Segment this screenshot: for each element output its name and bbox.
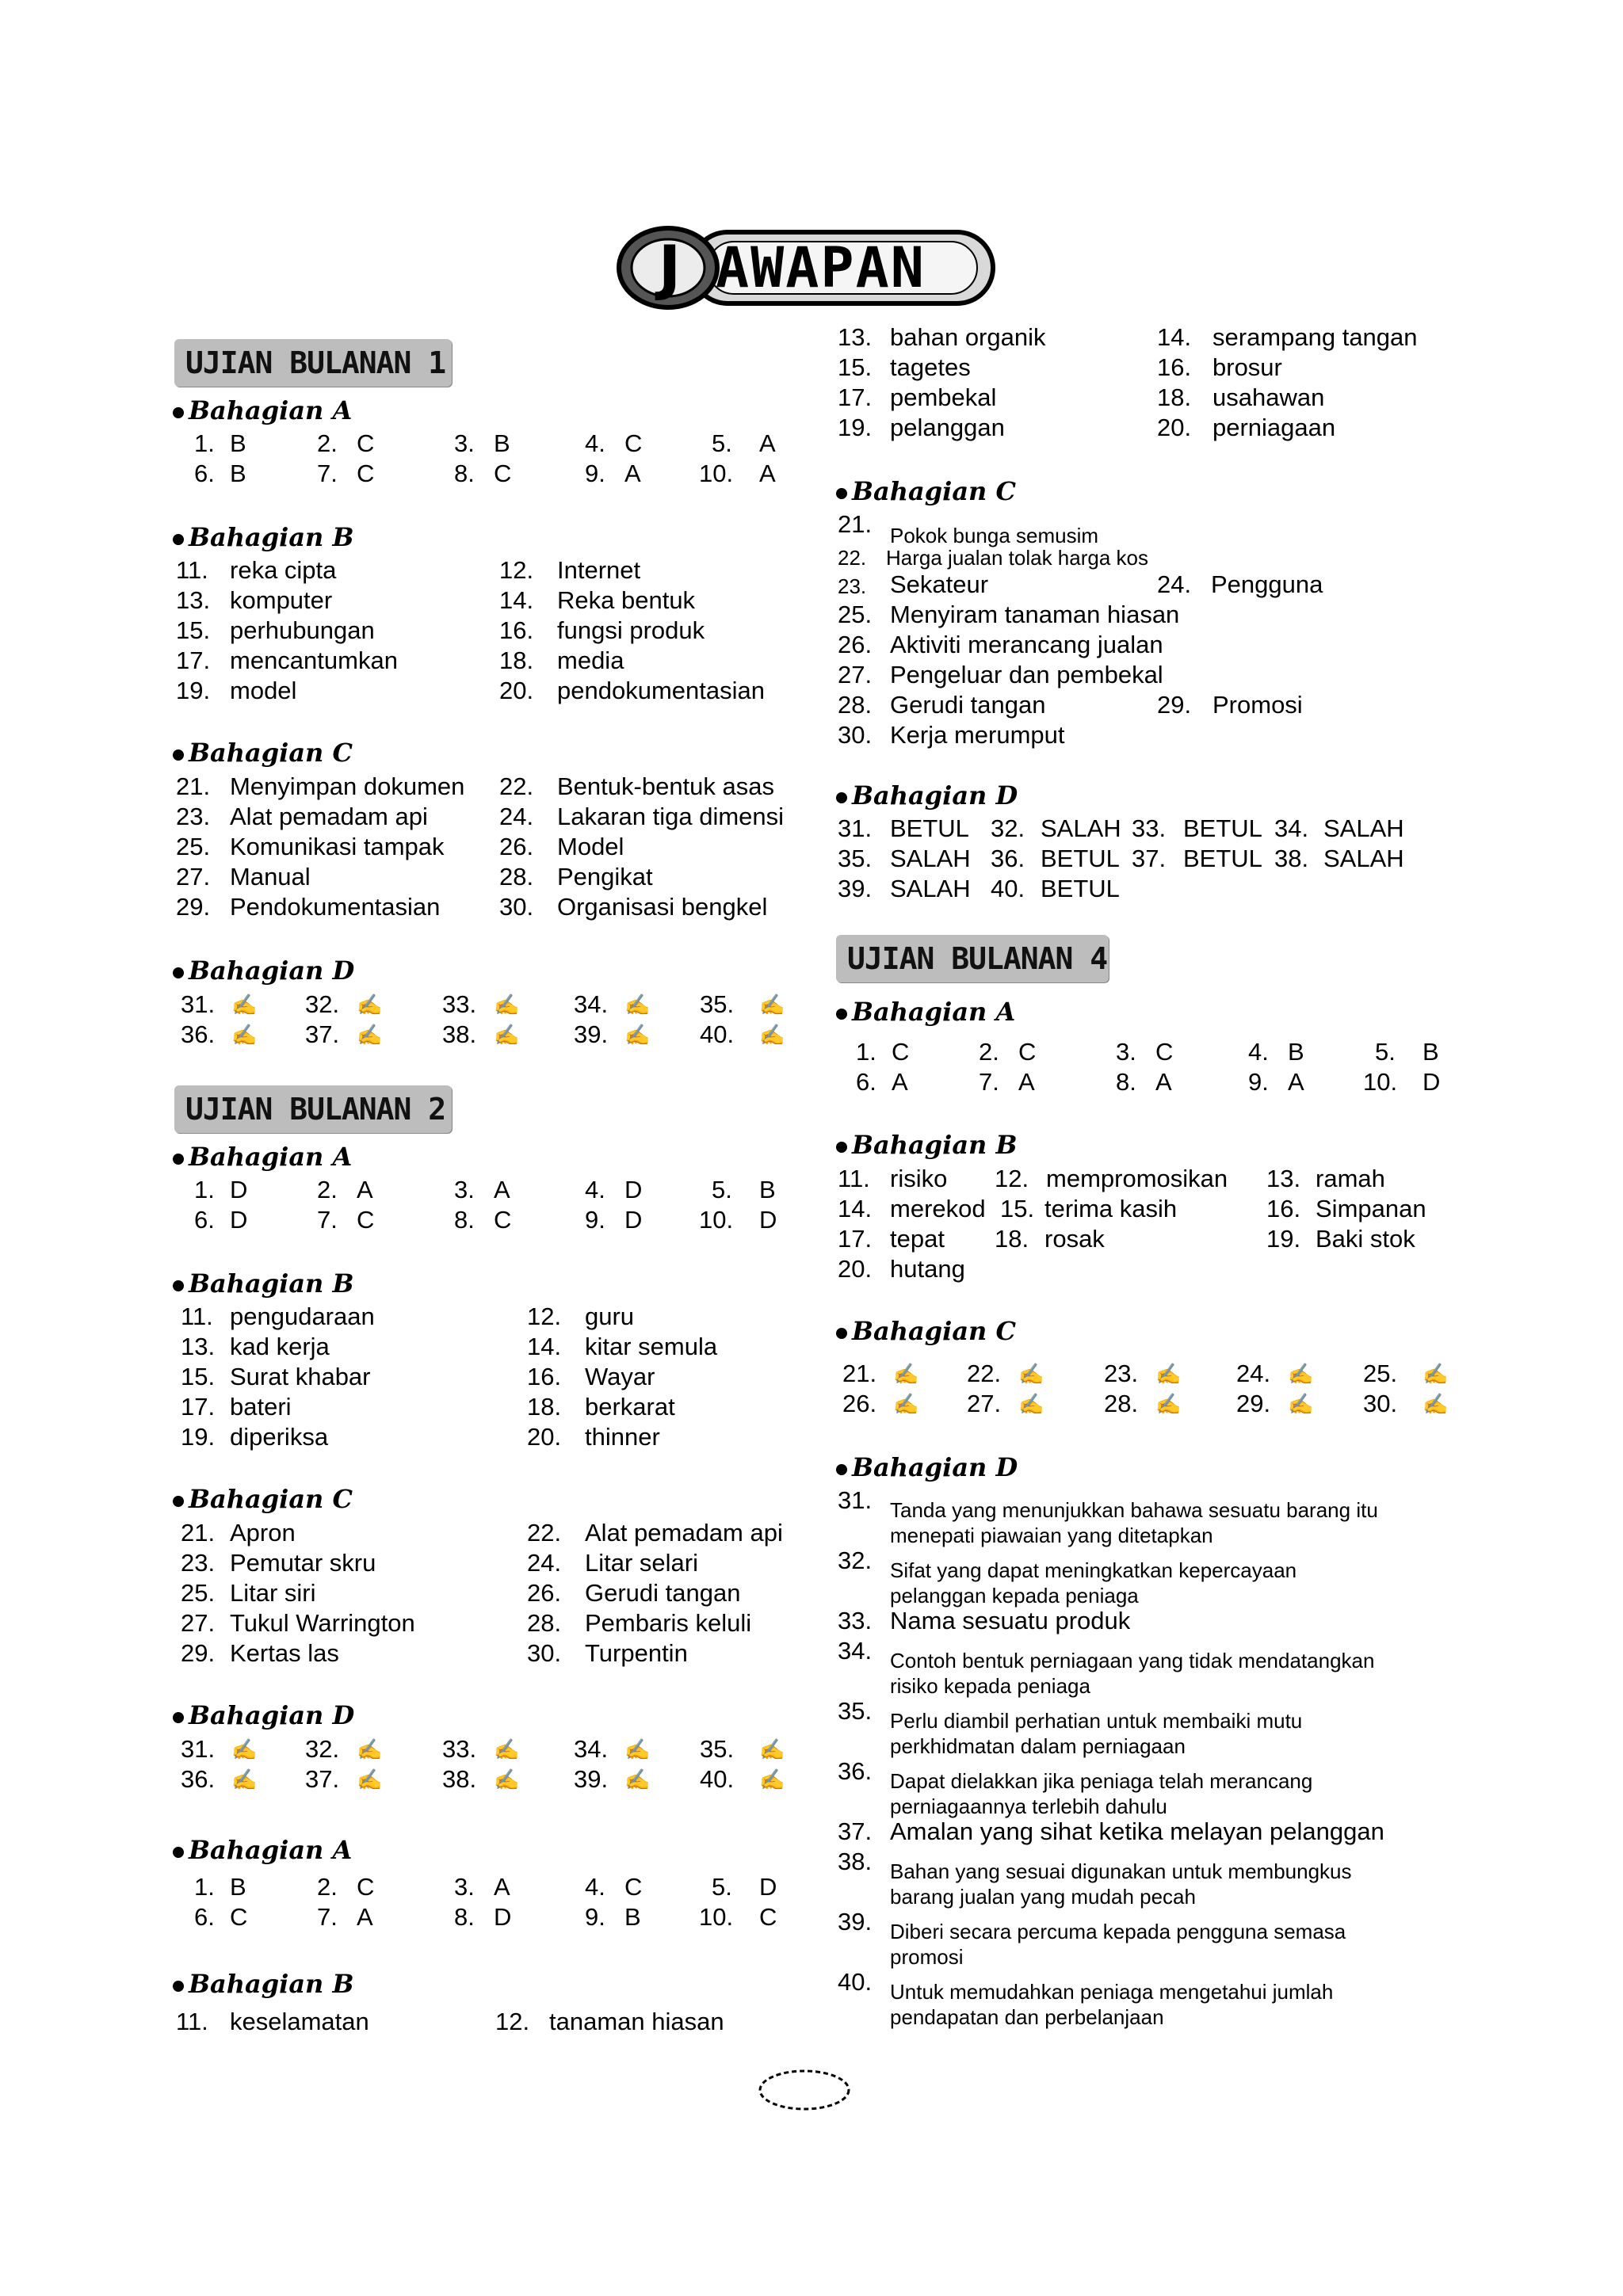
answer-row: 23. Sekateur 24. Pengguna bbox=[838, 570, 1323, 598]
pen-icon: ✍ bbox=[624, 1023, 651, 1047]
answer-row: 13. kad kerja 14. kitar semula bbox=[181, 1333, 718, 1360]
answer-row: 13. komputer 14. Reka bentuk bbox=[176, 586, 696, 614]
bahagian-heading: Bahagian C bbox=[173, 737, 353, 769]
answer-row: 13. bahan organik 14. serampang tangan bbox=[838, 323, 1418, 351]
bahagian-heading: Bahagian A bbox=[173, 395, 352, 426]
pen-icon: ✍ bbox=[1288, 1392, 1314, 1416]
answer-row: 30. Kerja merumput bbox=[838, 721, 1065, 749]
bullet-icon bbox=[834, 1326, 849, 1341]
answer-row: 29. Pendokumentasian 30. Organisasi bengkel bbox=[176, 893, 768, 921]
bahagian-heading: Bahagian A bbox=[173, 1834, 352, 1866]
pen-icon: ✍ bbox=[624, 1768, 651, 1791]
answer-row: 21. Menyimpan dokumen 22. Bentuk-bentuk asas bbox=[176, 772, 775, 800]
answer-row: 15. tagetes 16. brosur bbox=[838, 353, 1282, 381]
page-number-oval bbox=[757, 2068, 852, 2112]
bullet-icon bbox=[834, 1463, 849, 1477]
answer-row: 39. SALAH 40. BETUL bbox=[838, 875, 1120, 902]
page-title-logo bbox=[613, 224, 1001, 311]
pen-icon: ✍ bbox=[893, 1392, 919, 1416]
bahagian-heading: Bahagian D bbox=[836, 780, 1018, 811]
oval-icon bbox=[757, 2068, 852, 2112]
answer-row: 25. Litar siri 26. Gerudi tangan bbox=[181, 1579, 741, 1607]
pen-icon: ✍ bbox=[1423, 1362, 1449, 1386]
answer-row: 26. Aktiviti merancang jualan bbox=[838, 631, 1163, 658]
pen-icon: ✍ bbox=[624, 1737, 651, 1761]
pen-icon: ✍ bbox=[357, 1768, 383, 1791]
answer-row: 21. Pokok bunga semusim bbox=[838, 510, 1099, 547]
bahagian-heading: Bahagian C bbox=[836, 475, 1016, 507]
bullet-icon bbox=[834, 1140, 849, 1154]
pen-icon: ✍ bbox=[231, 1737, 258, 1761]
bullet-icon bbox=[171, 1845, 185, 1859]
answer-row: 17. mencantumkan 18. media bbox=[176, 646, 624, 674]
answer-row: 22. Harga jualan tolak harga kos bbox=[838, 546, 1148, 570]
bullet-icon bbox=[834, 486, 849, 501]
answer-row: 11. pengudaraan 12. guru bbox=[181, 1302, 635, 1330]
pen-icon: ✍ bbox=[231, 993, 258, 1016]
pen-icon: ✍ bbox=[357, 1737, 383, 1761]
bullet-icon bbox=[171, 1494, 185, 1508]
answer-row: 15. Surat khabar 16. Wayar bbox=[181, 1363, 655, 1390]
answer-row: 21. ✍ 22. ✍ 23. ✍ 24. ✍ 25. ✍ bbox=[0, 1358, 1623, 1390]
pen-icon: ✍ bbox=[494, 993, 520, 1016]
bullet-icon bbox=[171, 1711, 185, 1725]
answer-row: 27. Tukul Warrington 28. Pembaris keluli bbox=[181, 1609, 752, 1637]
answer-row: 6. C 7. A 8. D 9. B 10. C bbox=[194, 1903, 777, 1931]
answer-row: 23. Pemutar skru 24. Litar selari bbox=[181, 1549, 698, 1577]
answer-row: 1. B 2. C 3. A 4. C 5. D bbox=[194, 1873, 777, 1901]
pen-icon: ✍ bbox=[494, 1737, 520, 1761]
section-banner-ujian-bulanan-1: UJIAN BULANAN 1 bbox=[174, 339, 452, 387]
answer-row: 25. Menyiram tanaman hiasan bbox=[838, 601, 1180, 628]
answer-row: 11. keselamatan 12. tanaman hiasan bbox=[176, 2008, 724, 2035]
pen-icon: ✍ bbox=[759, 993, 785, 1016]
answer-row: 31. BETUL 32. SALAH 33. BETUL 34. SALAH bbox=[838, 814, 1404, 842]
answer-row: 17. pembekal 18. usahawan bbox=[838, 383, 1325, 411]
bullet-icon bbox=[171, 1979, 185, 1993]
answer-row: 20. hutang bbox=[838, 1255, 965, 1283]
pen-icon: ✍ bbox=[893, 1362, 919, 1386]
answer-row: 6. A 7. A 8. A 9. A 10. D bbox=[856, 1068, 1441, 1096]
bahagian-heading: Bahagian A bbox=[836, 996, 1015, 1028]
answer-row: 26. ✍ 27. ✍ 28. ✍ 29. ✍ 30. ✍ bbox=[0, 1388, 1623, 1420]
answer-row: 19. pelanggan 20. perniagaan bbox=[838, 414, 1336, 441]
answer-row: 6. D 7. C 8. C 9. D 10. D bbox=[194, 1206, 777, 1234]
answer-row: 29. Kertas las 30. Turpentin bbox=[181, 1639, 688, 1667]
pen-icon: ✍ bbox=[1423, 1392, 1449, 1416]
pen-icon: ✍ bbox=[231, 1768, 258, 1791]
answer-row: 19. diperiksa 20. thinner bbox=[181, 1423, 660, 1451]
answer-row: 21. Apron 22. Alat pemadam api bbox=[181, 1519, 783, 1547]
answer-row: 36. ✍ 37. ✍ 38. ✍ 39. ✍ 40. ✍ bbox=[0, 1764, 792, 1795]
bahagian-heading: Bahagian B bbox=[836, 1129, 1018, 1161]
bahagian-heading: Bahagian B bbox=[173, 1968, 354, 2000]
answer-row: 15. perhubungan 16. fungsi produk bbox=[176, 616, 705, 644]
answer-row: 36. ✍ 37. ✍ 38. ✍ 39. ✍ 40. ✍ bbox=[0, 1019, 792, 1051]
bahagian-heading: Bahagian D bbox=[836, 1451, 1018, 1483]
bullet-icon bbox=[834, 791, 849, 805]
pen-icon: ✍ bbox=[1155, 1392, 1182, 1416]
bahagian-heading: Bahagian C bbox=[836, 1315, 1016, 1347]
bahagian-heading: Bahagian C bbox=[173, 1483, 353, 1515]
bahagian-heading: Bahagian D bbox=[173, 955, 354, 986]
pen-icon: ✍ bbox=[357, 993, 383, 1016]
pen-icon: ✍ bbox=[759, 1768, 785, 1791]
bahagian-heading: Bahagian B bbox=[173, 521, 354, 553]
bahagian-heading: Bahagian A bbox=[173, 1141, 352, 1173]
answer-row: 19. model 20. pendokumentasian bbox=[176, 677, 765, 704]
answer-row: 1. B 2. C 3. B 4. C 5. A bbox=[194, 429, 776, 457]
pen-icon: ✍ bbox=[357, 1023, 383, 1047]
answer-row: 35. SALAH 36. BETUL 37. BETUL 38. SALAH bbox=[838, 845, 1404, 872]
pen-icon: ✍ bbox=[759, 1023, 785, 1047]
answer-row: 1. D 2. A 3. A 4. D 5. B bbox=[194, 1176, 776, 1203]
pen-icon: ✍ bbox=[759, 1737, 785, 1761]
section-banner-ujian-bulanan-4: UJIAN BULANAN 4 bbox=[836, 935, 1109, 982]
pen-icon: ✍ bbox=[1155, 1362, 1182, 1386]
answer-row: 31. ✍ 32. ✍ 33. ✍ 34. ✍ 35. ✍ bbox=[0, 1733, 792, 1765]
section-banner-ujian-bulanan-2: UJIAN BULANAN 2 bbox=[174, 1085, 452, 1133]
answer-row: 27. Pengeluar dan pembekal bbox=[838, 661, 1163, 688]
bahagian-heading: Bahagian B bbox=[173, 1268, 354, 1299]
answer-row: 6. B 7. C 8. C 9. A 10. A bbox=[194, 460, 776, 487]
answer-row: 14. merekod 15. terima kasih 16. Simpanan bbox=[838, 1195, 1426, 1222]
answer-row: 23. Alat pemadam api 24. Lakaran tiga dimensi bbox=[176, 803, 785, 830]
answer-row: 17. bateri 18. berkarat bbox=[181, 1393, 675, 1421]
answer-row: 25. Komunikasi tampak 26. Model bbox=[176, 833, 624, 860]
bullet-icon bbox=[834, 1007, 849, 1021]
bullet-icon bbox=[171, 966, 185, 980]
answer-row: 11. reka cipta 12. Internet bbox=[176, 556, 641, 584]
answer-row: 27. Manual 28. Pengikat bbox=[176, 863, 653, 891]
bahagian-heading: Bahagian D bbox=[173, 1699, 354, 1731]
answer-row: 17. tepat 18. rosak 19. Baki stok bbox=[838, 1225, 1415, 1253]
pen-icon: ✍ bbox=[624, 993, 651, 1016]
pen-icon: ✍ bbox=[1018, 1362, 1044, 1386]
answer-row: 28. Gerudi tangan 29. Promosi bbox=[838, 691, 1303, 719]
pen-icon: ✍ bbox=[1288, 1362, 1314, 1386]
answer-row: 1. C 2. C 3. C 4. B 5. B bbox=[856, 1038, 1439, 1066]
answer-row: 31. ✍ 32. ✍ 33. ✍ 34. ✍ 35. ✍ bbox=[0, 989, 792, 1020]
pen-icon: ✍ bbox=[1018, 1392, 1044, 1416]
title-text: AWAPAN bbox=[716, 235, 926, 300]
title-initial: J bbox=[658, 232, 682, 303]
pen-icon: ✍ bbox=[494, 1023, 520, 1047]
answer-row: 11. risiko 12. mempromosikan 13. ramah bbox=[838, 1165, 1385, 1192]
pen-icon: ✍ bbox=[231, 1023, 258, 1047]
pen-icon: ✍ bbox=[494, 1768, 520, 1791]
